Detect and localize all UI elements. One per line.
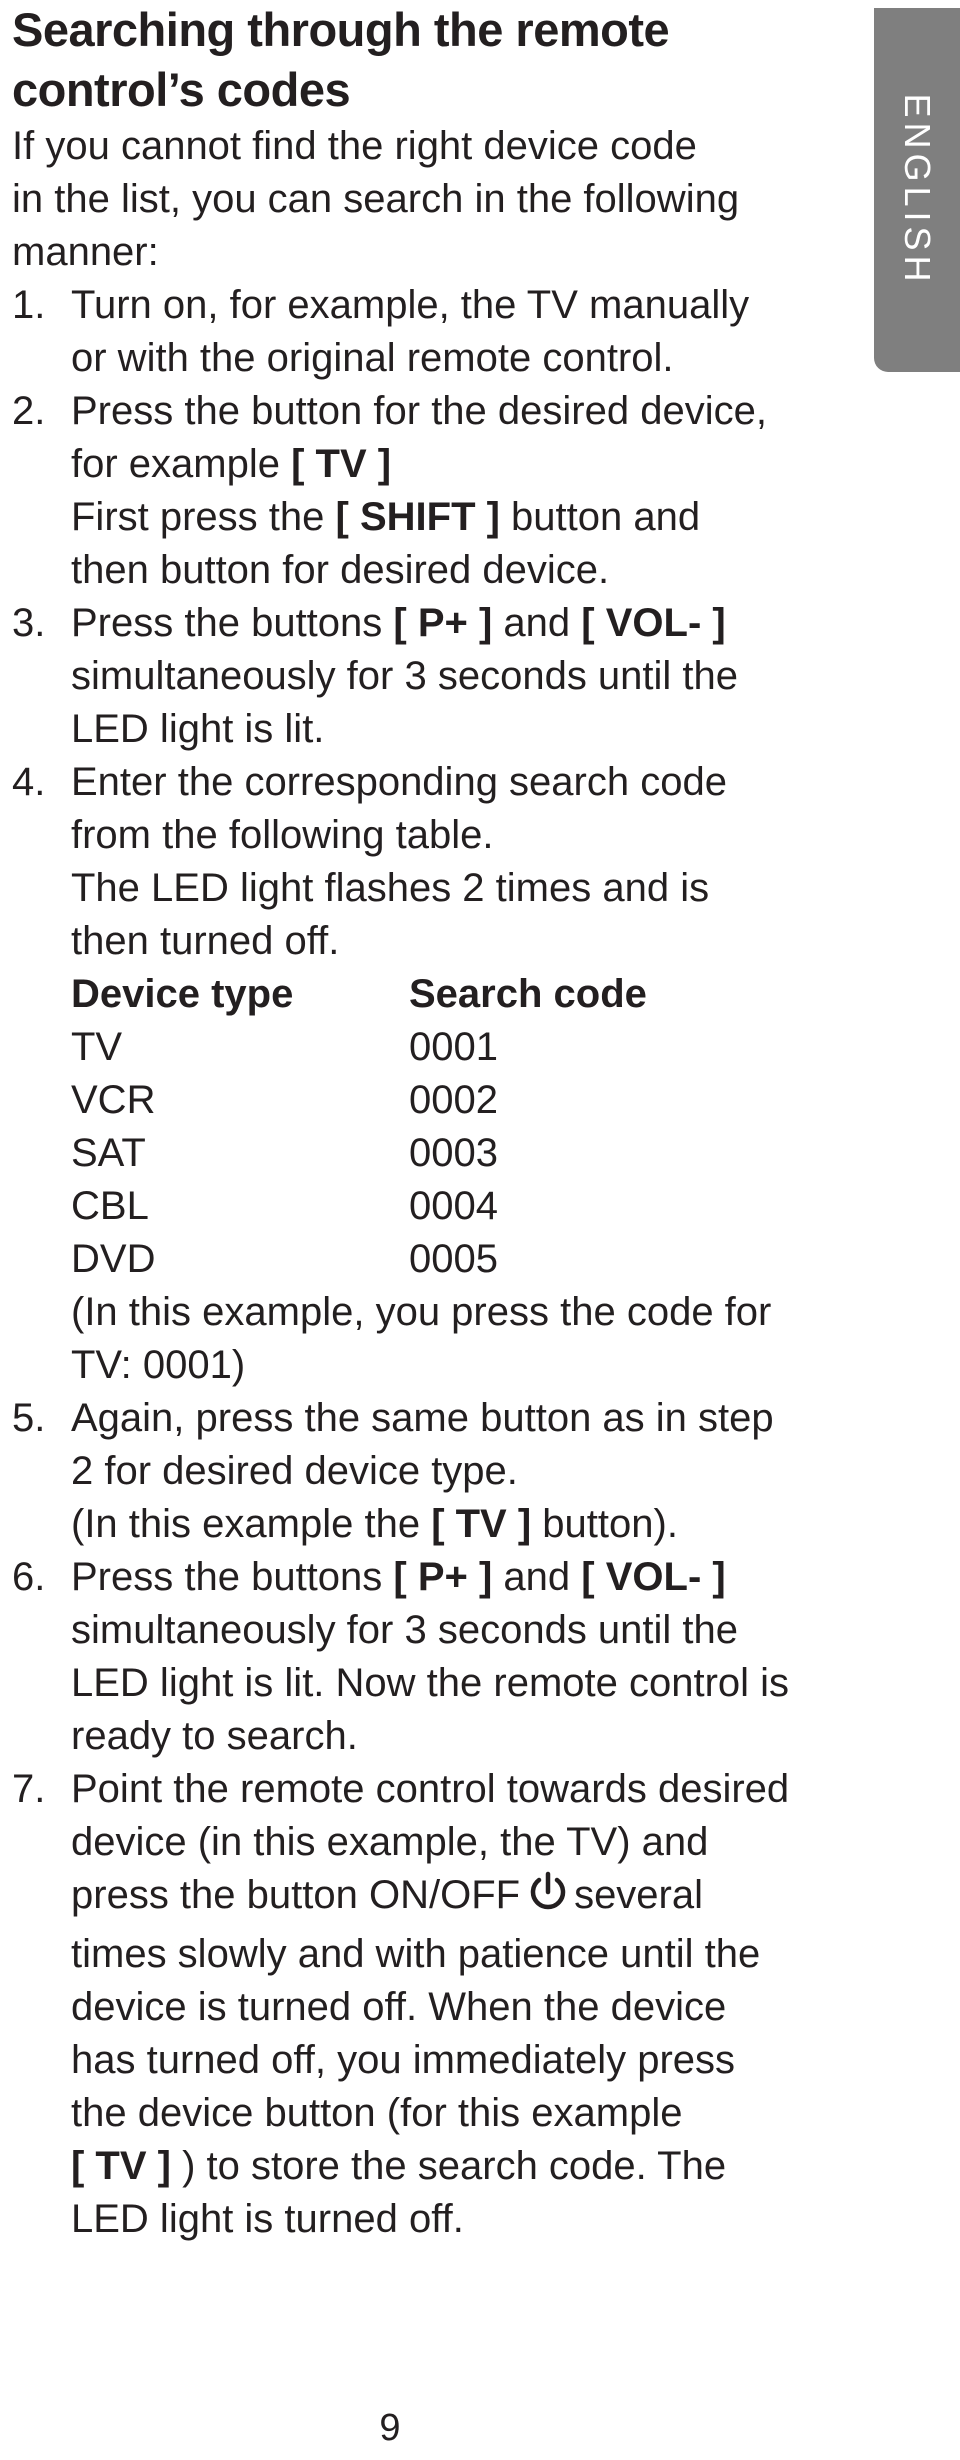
step-text: device is turned off. When the device — [71, 1985, 727, 2029]
step-text-part: button and — [499, 495, 701, 539]
step-6 — [12, 1551, 862, 1763]
step-text-part: button). — [531, 1502, 678, 1546]
search-code-table — [71, 968, 862, 1286]
key-label-tv: [ TV ] — [291, 442, 392, 486]
step-text — [71, 491, 862, 544]
step-text: simultaneously for 3 seconds until the — [71, 654, 739, 698]
step-text — [71, 2140, 862, 2193]
key-label-vol-minus: [ VOL- ] — [581, 1555, 726, 1599]
heading-line: control’s codes — [12, 63, 351, 116]
table-cell-device: CBL — [71, 1184, 149, 1228]
power-icon — [526, 1870, 570, 1928]
step-text: The LED light flashes 2 times and is — [71, 866, 710, 910]
table-header-search-code: Search code — [409, 972, 647, 1016]
step-text-part: Press the buttons — [71, 1555, 394, 1599]
table-cell-device: TV — [71, 1025, 123, 1069]
step-7 — [12, 1763, 862, 2246]
language-tab-label: ENGLISH — [897, 93, 938, 287]
step-number: 5. — [12, 1396, 46, 1440]
heading-line: Searching through the remote — [12, 3, 670, 56]
page-number: 9 — [379, 2407, 401, 2449]
intro-line: in the list, you can search in the following — [12, 177, 740, 221]
step-5 — [12, 1392, 862, 1551]
note-line: TV: 0001) — [71, 1343, 246, 1387]
step-number: 3. — [12, 601, 46, 645]
step-text-part: and — [492, 601, 582, 645]
step-text-part: press the button ON/OFF — [71, 1873, 521, 1917]
table-cell-code: 0003 — [409, 1131, 498, 1175]
table-cell-code: 0004 — [409, 1184, 498, 1228]
step-text-part: (In this example the — [71, 1502, 432, 1546]
key-label-tv: [ TV ] — [71, 2144, 171, 2188]
step-text-part: and — [492, 1555, 582, 1599]
example-note — [71, 1286, 862, 1392]
table-cell-device: DVD — [71, 1237, 156, 1281]
step-text: Press the button for the desired device, — [71, 389, 767, 433]
table-cell-code: 0001 — [409, 1025, 498, 1069]
table-cell-code: 0005 — [409, 1237, 498, 1281]
step-2 — [12, 385, 862, 597]
key-label-p-plus: [ P+ ] — [393, 601, 493, 645]
step-text: simultaneously for 3 seconds until the — [71, 1608, 739, 1652]
step-1 — [12, 279, 862, 385]
step-number: 6. — [12, 1555, 46, 1599]
step-text — [71, 1498, 862, 1551]
step-text: the device button (for this example — [71, 2091, 683, 2135]
step-text: from the following table. — [71, 813, 494, 857]
step-number: 7. — [12, 1767, 46, 1811]
step-text — [71, 1551, 862, 1604]
key-label-p-plus: [ P+ ] — [393, 1555, 493, 1599]
step-text: LED light is lit. — [71, 707, 325, 751]
step-text: has turned off, you immediately press — [71, 2038, 736, 2082]
step-text: times slowly and with patience until the — [71, 1932, 761, 1976]
step-text-part: several — [574, 1873, 704, 1917]
step-text: ready to search. — [71, 1714, 358, 1758]
note-line: (In this example, you press the code for — [71, 1290, 772, 1334]
step-text-part: First press the — [71, 495, 336, 539]
step-text-part: for example — [71, 442, 292, 486]
table-cell-code: 0002 — [409, 1078, 498, 1122]
manual-page — [12, 0, 862, 2246]
step-text: Enter the corresponding search code — [71, 760, 727, 804]
steps-list — [12, 279, 862, 2246]
step-4 — [12, 756, 862, 1392]
language-tab — [874, 8, 960, 372]
step-text: LED light is lit. Now the remote control is — [71, 1661, 790, 1705]
key-label-shift: [ SHIFT ] — [335, 495, 500, 539]
step-text: device (in this example, the TV) and — [71, 1820, 709, 1864]
key-label-tv: [ TV ] — [431, 1502, 532, 1546]
step-text: Turn on, for example, the TV manually — [71, 283, 750, 327]
section-heading — [12, 0, 862, 120]
table-cell-device: SAT — [71, 1131, 146, 1175]
intro-line: If you cannot find the right device code — [12, 124, 697, 168]
step-text: then turned off. — [71, 919, 340, 963]
step-3 — [12, 597, 862, 756]
step-text: LED light is turned off. — [71, 2197, 464, 2241]
key-label-vol-minus: [ VOL- ] — [581, 601, 726, 645]
step-text — [71, 438, 862, 491]
table-header-device-type: Device type — [71, 972, 294, 1016]
step-text — [71, 1869, 862, 1928]
intro-line: manner: — [12, 230, 159, 274]
step-number: 1. — [12, 283, 46, 327]
step-text — [71, 597, 862, 650]
table-cell-device: VCR — [71, 1078, 156, 1122]
step-text-part: ) to store the search code. The — [170, 2144, 727, 2188]
intro-paragraph — [12, 120, 862, 279]
step-text: Again, press the same button as in step — [71, 1396, 774, 1440]
step-text: or with the original remote control. — [71, 336, 674, 380]
step-text: Point the remote control towards desired — [71, 1767, 790, 1811]
step-text: then button for desired device. — [71, 548, 610, 592]
step-number: 2. — [12, 389, 46, 433]
step-text-part: Press the buttons — [71, 601, 394, 645]
step-text: 2 for desired device type. — [71, 1449, 518, 1493]
step-number: 4. — [12, 760, 46, 804]
